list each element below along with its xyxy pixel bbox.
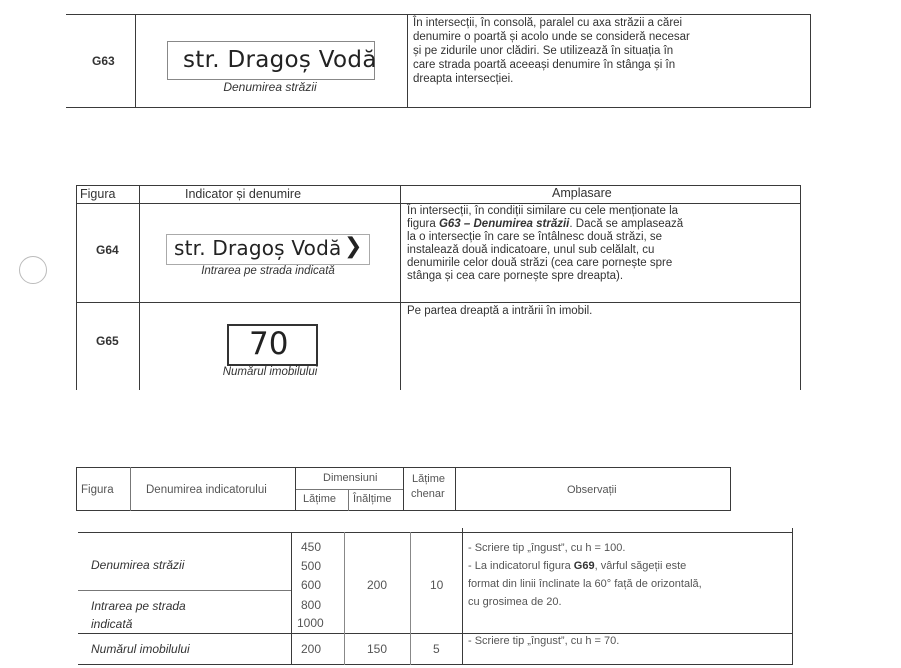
header-width: Lățime [303, 493, 337, 505]
header-frame-width: chenar [411, 488, 445, 500]
text-line: și pe zidurile unor clădiri. Se utilizează în situația în [413, 45, 674, 57]
notes-line: format din linii înclinate la 60° față de orizontală, [468, 578, 702, 590]
indicator-name: Denumirea străzii [91, 558, 185, 572]
text-line: care strada poartă aceeași denumire în stânga și în [413, 59, 676, 71]
indicator-name: Intrarea pe strada [91, 599, 186, 613]
width-value: 450 [301, 540, 322, 554]
frame-value: 10 [430, 578, 444, 592]
header-figure: Figura [80, 187, 116, 201]
sign-text: str. Dragoș Vodă [174, 236, 342, 260]
sign-caption: Denumirea străzii [223, 80, 317, 94]
sign-text: str. Dragoș Vodă [183, 47, 377, 73]
text-line: instalează două indicatoare, unul sub celălalt, cu [407, 244, 655, 256]
text-line: denumire o poartă și acolo unde se consideră necesar [413, 31, 690, 43]
width-value: 1000 [297, 616, 324, 630]
width-value: 800 [301, 598, 322, 612]
indicator-name: indicată [91, 617, 133, 631]
text-line: figura G63 – Denumirea străzii. Dacă se amplasează [407, 218, 684, 230]
frame-value: 5 [433, 642, 440, 656]
notes-line: cu grosimea de 20. [468, 596, 562, 608]
text-line: stânga și cea care pornește spre dreapta). [407, 270, 624, 282]
sign-text: 70 [249, 326, 289, 362]
header-frame-width: Lățime [412, 473, 446, 485]
width-value: 200 [301, 642, 322, 656]
text-line: În intersecții, în condiții similare cu cele menționate la [407, 205, 679, 217]
indicator-name: Numărul imobilului [91, 642, 190, 656]
building-number-sign [227, 324, 318, 366]
text-line: denumirile celor două străzi (cea care pornește spre [407, 257, 673, 269]
sign-caption: Numărul imobilului [222, 366, 318, 378]
header-dimensions: Dimensiuni [323, 472, 378, 484]
street-name-sign [167, 41, 375, 80]
header-height: Înălțime [353, 493, 392, 505]
width-value: 500 [301, 559, 322, 573]
header-notes: Observații [567, 484, 617, 496]
text-line: la o intersecție în care se întâlnesc două străzi, se [407, 231, 663, 243]
notes-line: - La indicatorul figura G69, vârful săgeții este [468, 560, 687, 572]
figure-code: G65 [96, 334, 119, 348]
height-value: 150 [367, 642, 388, 656]
header-name: Denumirea indicatorului [146, 484, 267, 496]
figure-code: G63 [92, 54, 115, 68]
arrow-right-icon: ❯ [344, 234, 363, 259]
notes-line: - Scriere tip „îngust”, cu h = 100. [468, 542, 626, 554]
figure-code: G64 [96, 243, 119, 257]
header-placement: Amplasare [552, 186, 612, 200]
placement-text: Pe partea dreaptă a intrării în imobil. [407, 305, 593, 317]
text-line: În intersecții, în consolă, paralel cu axa străzii a cărei [413, 17, 683, 29]
header-figure: Figura [81, 484, 114, 496]
punch-hole-circle [19, 256, 47, 284]
street-entrance-sign [166, 234, 370, 265]
sign-caption: Intrarea pe strada indicată [201, 265, 335, 277]
text-line: dreapta intersecției. [413, 73, 514, 85]
height-value: 200 [367, 578, 388, 592]
header-indicator: Indicator și denumire [185, 187, 302, 201]
width-value: 600 [301, 578, 322, 592]
notes-line: - Scriere tip „îngust”, cu h = 70. [468, 635, 620, 647]
